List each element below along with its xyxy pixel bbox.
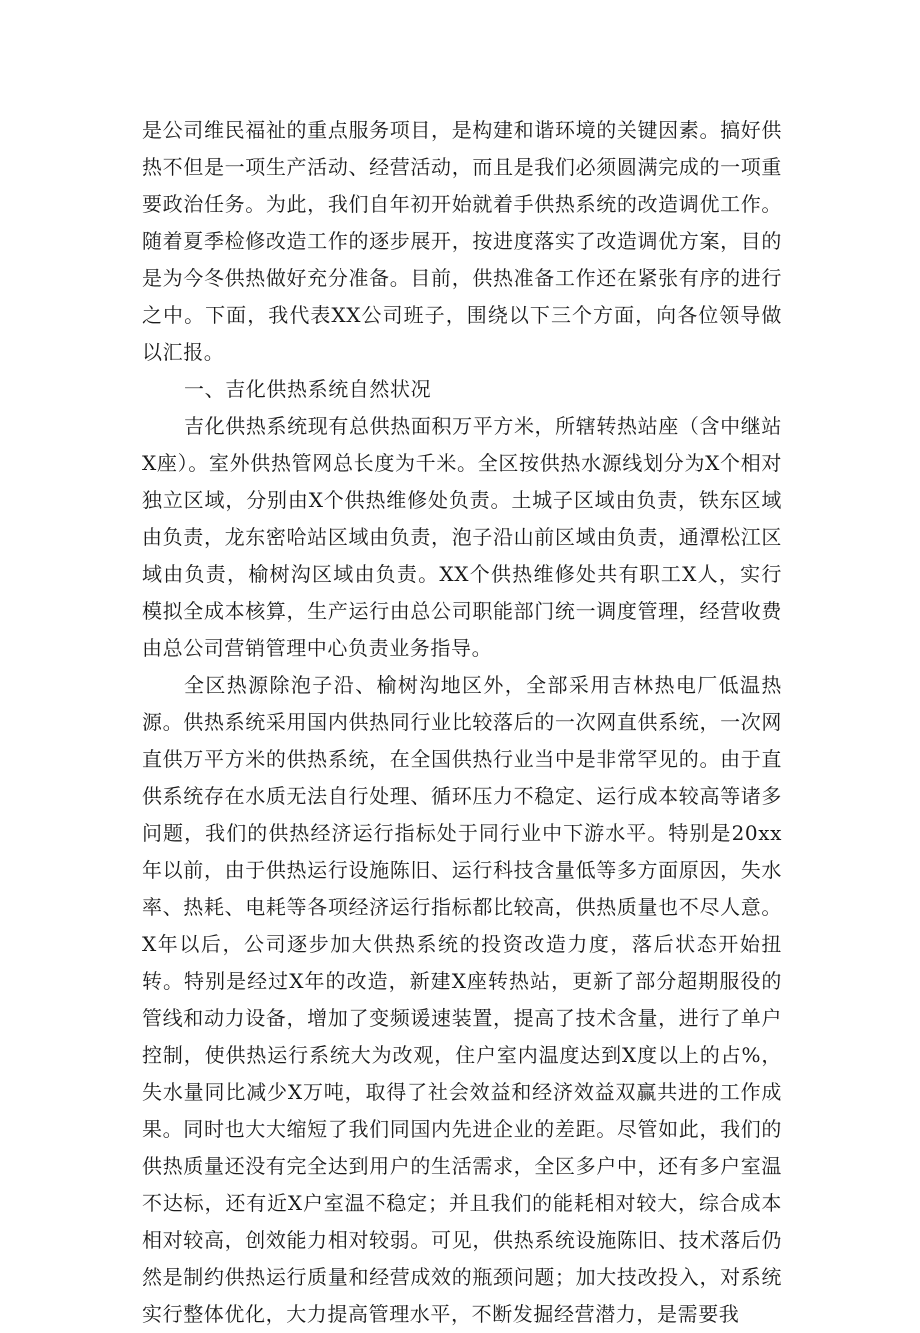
section-heading-1: 一、吉化供热系统自然状况	[184, 377, 432, 401]
heat-source-paragraph: 全区热源除泡子沿、榆树沟地区外，全部采用吉林热电厂低温热源。供热系统采用国内供热同行业比较落后的一次网直供系统，一次网直供万平方米的供热系统，在全国供热行业当中是非常罕见的。由于直供系统存在水质无法自行处理、循环压力不稳定、运行成本较高等诸多问题，我们的供热经济运行指标处于同行业中下游水平。特别是20xx年以前，由于供热运行设施陈旧、运行科技含量低等多方面原因，失水率、热耗、电耗等各项经济运行指标都比较高，供热质量也不尽人意。X年以后，公司逐步加大供热系统的投资改造力度，落后状态开始扭转。特别是经过X年的改造，新建X座转热站，更新了部分超期服役的管线和动力设备，增加了变频谖速装置，提高了技术含量，进行了单户控制，使供热运行系统大为改观，住户室内温度达到X度以上的占%，失水量同比减少X万吨，取得了社会效益和经济效益双赢共进的工作成果。同时也大大缩短了我们同国内先进企业的差距。尽管如此，我们的供热质量还没有完全达到用户的生活需求，全区多户中，还有多户室温不达标，还有近X户室温不稳定；并且我们的能耗相对较大，综合成本相对较高，创效能力相对较弱。可见，供热系统设施陈旧、技术落后仍然是制约供热运行质量和经营成效的瓶颈问题；加大技改投入，对系统实行整体优化，大力提高管理水平，不断发掘经营潜力，是需要我	[142, 673, 782, 1326]
intro-paragraph: 是公司维民福祉的重点服务项目，是构建和谐环境的关键因素。搞好供热不但是一项生产活动、经营活动，而且是我们必须圆满完成的一项重要政治任务。为此，我们自年初开始就着手供热系统的改造调优工作。随着夏季检修改造工作的逐步展开，按进度落实了改造调优方案，目的是为今冬供热做好充分准备。目前，供热准备工作还在紧张有序的进行之中。下面，我代表XX公司班子，围绕以下三个方面，向各位领导做以汇报。	[142, 118, 782, 364]
document-body	[142, 112, 782, 1333]
overview-paragraph: 吉化供热系统现有总供热面积万平方米，所辖转热站座（含中继站X座）。室外供热管网总长度为千米。全区按供热水源线划分为X个相对独立区域，分别由X个供热维修处负责。土城子区域由负责，铁东区域由负责，龙东密哈站区域由负责，泡子沿山前区域由负责，通潭松江区域由负责，榆树沟区域由负责。XX个供热维修处共有职工X人，实行模拟全成本核算，生产运行由总公司职能部门统一调度管理，经营收费由总公司营销管理中心负责业务指导。	[142, 414, 782, 660]
